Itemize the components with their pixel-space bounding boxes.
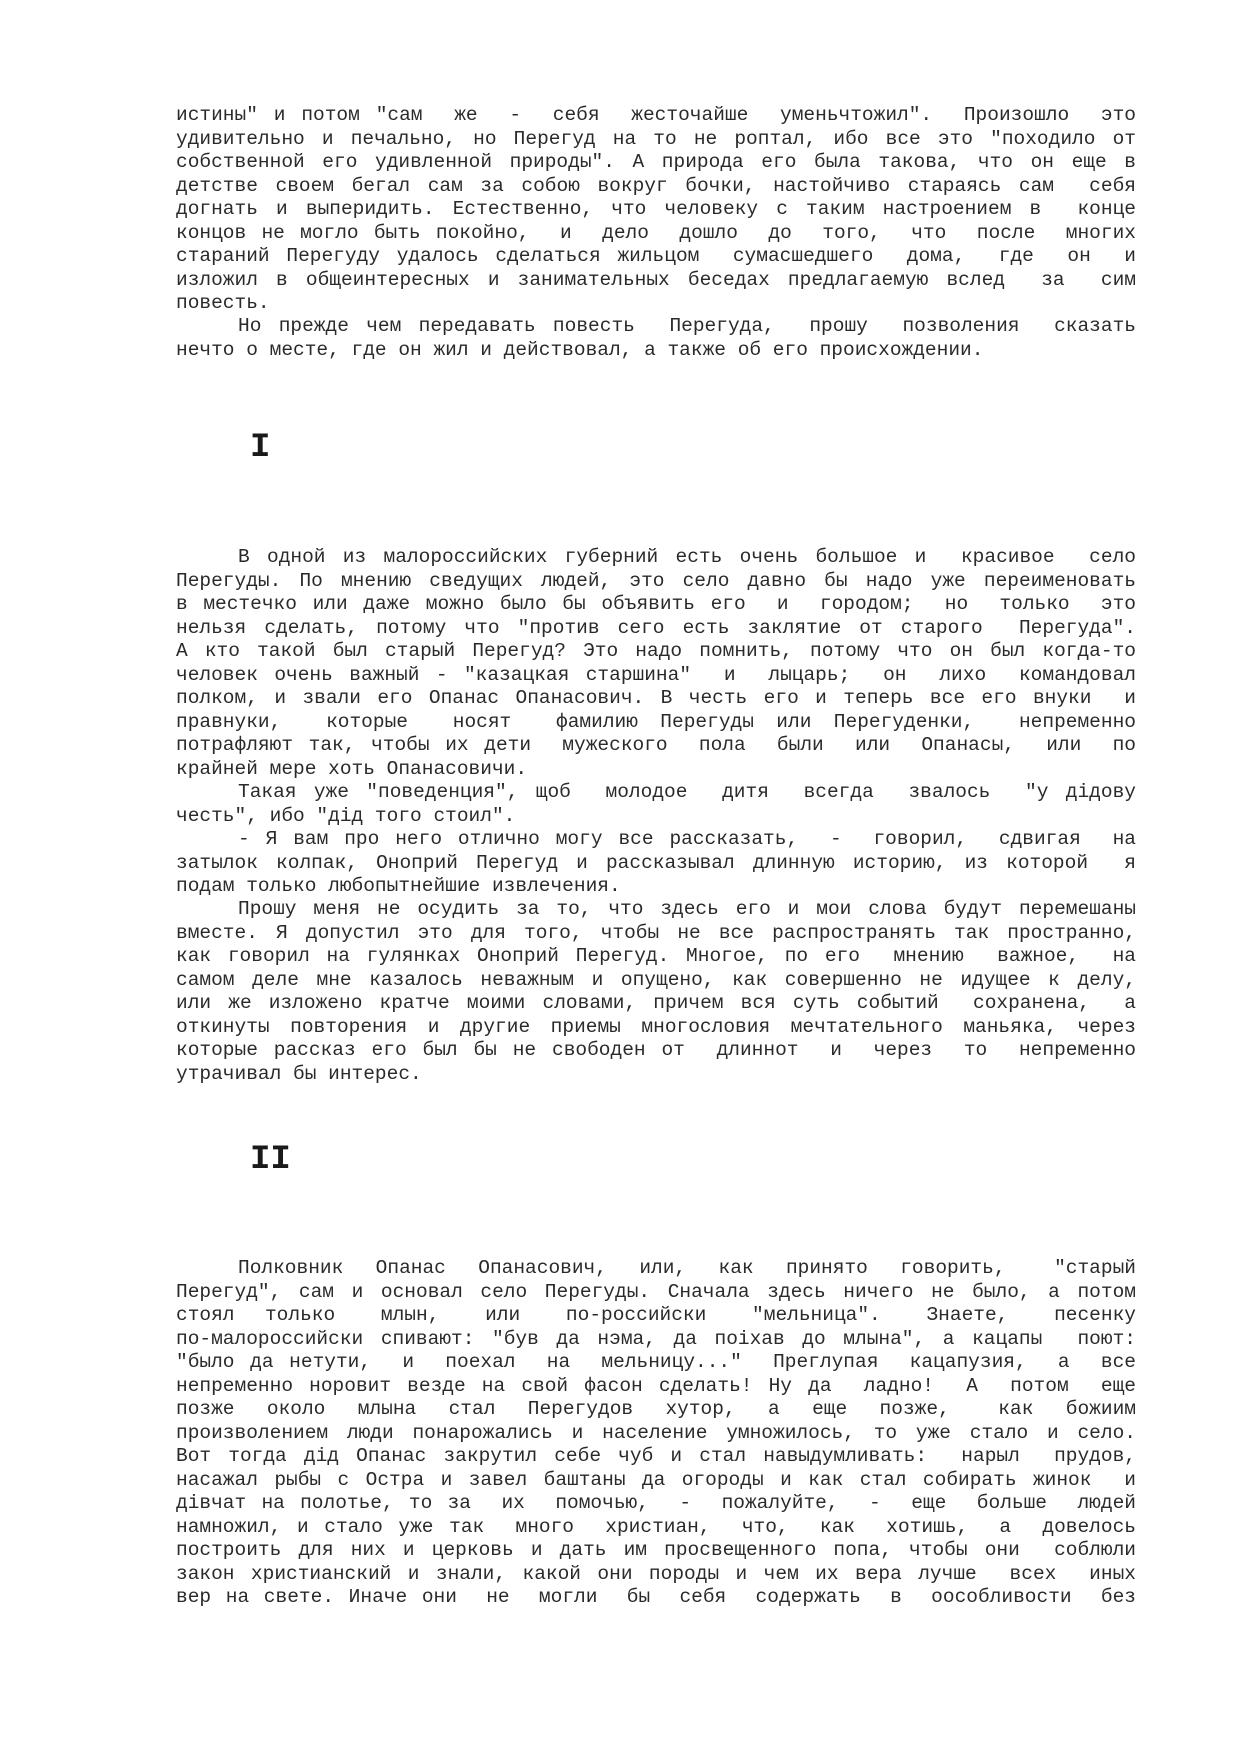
text-line: Полковник Опанас Опанасович, или, как принято говорить, "старый [238,1257,1136,1279]
text-line: детстве своем бегал сам за собою вокруг бочки, настойчиво стараясь сам себя [176,174,1136,197]
text-line: непременно норовит везде на свой фасон сделать! Ну да ладно! А потом еще [176,1374,1136,1397]
text-line: А кто такой был старый Перегуд? Это надо помнить, потому что он был когда-то [176,640,1136,662]
text-line: нельзя сделать, потому что "против сего есть заклятие от старого Перегуда". [176,616,1136,639]
text-line: вместе. Я допустил это для того, чтобы не все распространять так пространно, [176,921,1136,944]
text-line: стоял только млын, или по-российски "мельница". Знаете, песенку [176,1304,1136,1326]
text-line: дівчат на полотье, то за их помочью, - пожалуйте, - еще больше людей [176,1492,1136,1514]
text-line: стараний Перегуду удалось сделаться жильцом сумасшедшего дома, где он и [176,245,1136,267]
text-line: произволением люди понарожались и население умножилось, то уже стало и село. [176,1421,1136,1444]
text-line: утрачивал бы интерес. [176,1062,422,1085]
paragraph [176,315,1136,362]
text-line: Перегуд", сам и основал село Перегуды. Сначала здесь ничего не было, а потом [176,1280,1136,1303]
text-line: удивительно и печально, но Перегуд на то не роптал, ибо все это "походило от [176,127,1136,150]
text-line: Такая уже "поведенция", щоб молодое дитя всегда звалось "у дідову [238,781,1136,803]
text-line: повесть. [176,292,270,314]
text-line: "было да нетути, и поехал на мельницу..." Преглупая кацапузия, а все [176,1351,1136,1373]
text-line: закон христианский и знали, какой они породы и чем их вера лучше всех иных [176,1562,1136,1585]
text-line: изложил в общеинтересных и занимательных беседах предлагаемую вслед за сим [176,268,1136,291]
text-line: которые рассказ его был бы не свободен от длиннот и через то непременно [176,1039,1136,1061]
text-line: Перегуды. По мнению сведущих людей, это село давно бы надо уже переименовать [176,569,1136,592]
text-line: вер на свете. Иначе они не могли бы себя содержать в оособливости без [176,1586,1136,1608]
text-line: Но прежде чем передавать повесть Перегуда, прошу позволения сказать [238,315,1136,337]
text-line: - Я вам про него отлично могу все рассказать, - говорил, сдвигая на [238,828,1136,850]
text-line: нечто о месте, где он жил и действовал, а также об его происхождении. [176,338,984,361]
text-line: концов не могло быть покойно, и дело дошло до того, что после многих [176,221,1136,244]
text-line: правнуки, которые носят фамилию Перегуды или Перегуденки, непременно [176,710,1136,733]
paragraph [176,546,1136,781]
text-line: намножил, и стало уже так много христиан, что, как хотишь, а довелось [176,1515,1136,1538]
text-line: позже около млына стал Перегудов хутор, а еще позже, как божиим [176,1398,1136,1420]
text-line: подам только любопытнейшие извлечения. [176,875,621,897]
paragraph [176,781,1136,828]
text-line: в местечко или даже можно было бы объявить его и городом; но только это [176,593,1136,615]
text-line: крайней мере хоть Опанасовичи. [176,757,528,780]
text-line: честь", ибо "дід того стоил". [176,804,516,827]
text-line: В одной из малороссийских губерний есть очень большое и красивое село [238,546,1136,568]
text-line: собственной его удивленной природы". А природа его была такова, что он еще в [176,151,1136,173]
paragraph [176,898,1136,1086]
chapter-heading: II [250,1141,291,1179]
paragraph [176,828,1136,899]
paragraph [176,1257,1136,1610]
text-line: откинуты повторения и другие приемы многословия мечтательного маньяка, через [176,1015,1136,1038]
text-line: Вот тогда дід Опанас закрутил себе чуб и стал навыдумливать: нарыл прудов, [176,1445,1136,1467]
text-line: по-малороссийски спивают: "був да нэма, да поіхав до млына", а кацапы поют: [176,1327,1136,1350]
text-line: насажал рыбы с Остра и завел баштаны да огороды и как стал собирать жинок и [176,1468,1136,1491]
text-line: полком, и звали его Опанас Опанасович. В честь его и теперь все его внуки и [176,687,1136,709]
text-line: человек очень важный - "казацкая старшина" и лыцарь; он лихо командовал [176,663,1136,686]
text-line: или же изложено кратче моими словами, причем вся суть событий сохранена, а [176,992,1136,1014]
text-line: истины" и потом "сам же - себя жесточайше уменьчтожил". Произошло это [176,104,1136,126]
text-line: самом деле мне казалось неважным и опущено, как совершенно не идущее к делу, [176,968,1136,991]
text-line: догнать и выперидить. Естественно, что человеку с таким настроением в конце [176,198,1136,220]
text-line: как говорил на гулянках Оноприй Перегуд. Многое, по его мнению важное, на [176,945,1136,967]
text-line: затылок колпак, Оноприй Перегуд и рассказывал длинную историю, из которой я [176,851,1136,874]
chapter-heading: I [250,429,271,467]
text-line: потрафляют так, чтобы их дети мужеского пола были или Опанасы, или по [176,734,1136,756]
text-line: построить для них и церковь и дать им просвещенного попа, чтобы они соблюли [176,1539,1136,1561]
paragraph [176,104,1136,316]
text-line: Прошу меня не осудить за то, что здесь его и мои слова будут перемешаны [238,898,1136,920]
